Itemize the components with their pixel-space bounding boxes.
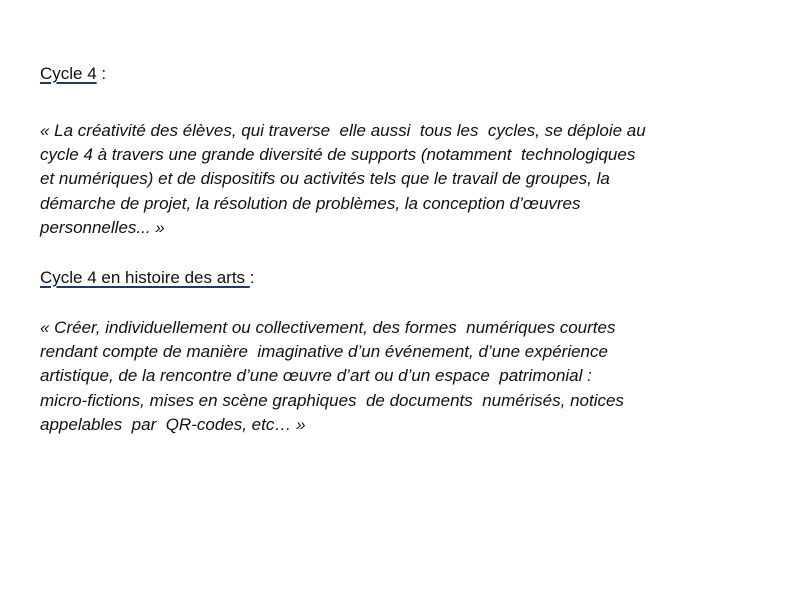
heading-suffix: : xyxy=(249,268,255,288)
quote-line: « La créativité des élèves, qui traverse elle aussi tous les cycles, se déploie au xyxy=(40,121,646,140)
slide-content xyxy=(40,62,770,437)
quote-line: « Créer, individuellement ou collectivement, des formes numériques courtes xyxy=(40,318,616,338)
quote-line: rendant compte de manière imaginative d’un événement, d’une expérience xyxy=(40,342,608,362)
heading-underlined-text: Cycle 4 xyxy=(40,64,97,83)
heading-suffix: : xyxy=(96,64,107,83)
heading-underlined-text: Cycle 4 en histoire des arts xyxy=(40,268,250,288)
quote-line: personnelles... » xyxy=(40,217,165,237)
quote-line: cycle 4 à travers une grande diversité de supports (notamment technologiques xyxy=(40,145,636,165)
quote-line: artistique, de la rencontre d’une œuvre d’art ou d’un espace patrimonial : xyxy=(40,366,592,386)
section-heading-histoire-des-arts xyxy=(40,266,770,290)
quote-line: démarche de projet, la résolution de problèmes, la conception d’œuvres xyxy=(40,193,581,213)
quote-creer xyxy=(40,316,770,437)
quote-line: micro-fictions, mises en scène graphiques de documents numérisés, notices xyxy=(40,390,624,410)
quote-line: et numériques) et de dispositifs ou activités tels que le travail de groupes, la xyxy=(40,169,610,189)
quote-creativite xyxy=(40,119,770,240)
section-heading-cycle4 xyxy=(40,62,770,86)
quote-line: appelables par QR-codes, etc… » xyxy=(40,414,306,434)
